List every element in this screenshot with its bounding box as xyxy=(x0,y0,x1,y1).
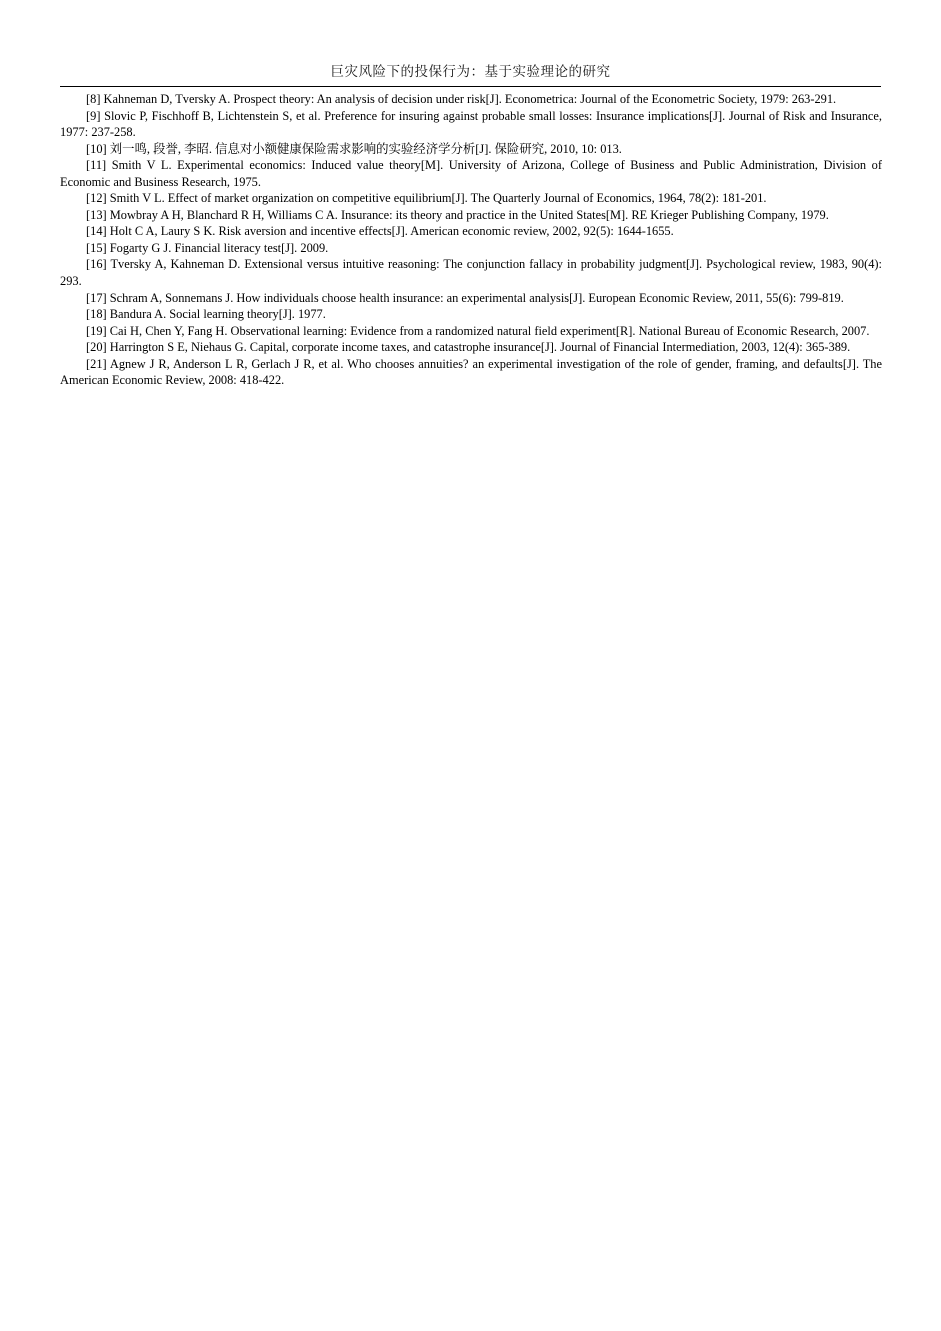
reference-item: [10] 刘一鸣, 段誉, 李昭. 信息对小额健康保险需求影响的实验经济学分析[J]. 保险研究, 2010, 10: 013. xyxy=(86,141,622,156)
reference-item: [12] Smith V L. Effect of market organization on competitive equilibrium[J]. The Quarterly Journal of Economics, 1964, 78(2): 181-201. xyxy=(86,191,767,206)
reference-item: [20] Harrington S E, Niehaus G. Capital, corporate income taxes, and catastrophe insurance[J]. Journal of Financial Intermediation, 2003, 12(4): 365-389. xyxy=(86,340,851,355)
reference-item: [14] Holt C A, Laury S K. Risk aversion and incentive effects[J]. American economic review, 2002, 92(5): 1644-1655. xyxy=(86,224,674,239)
reference-item: [11] Smith V L. Experimental economics: Induced value theory[M]. University of Arizona, College of Business and Public Administration, Division of Economic and Business Research, 1975. xyxy=(60,158,882,189)
header-divider xyxy=(60,86,881,87)
reference-item: [21] Agnew J R, Anderson L R, Gerlach J R, et al. Who chooses annuities? an experimental investigation of the role of gender, framing, and defaults[J]. The American Economic Review, 2008: 418-422. xyxy=(60,356,882,388)
reference-list xyxy=(60,91,882,389)
reference-item: [18] Bandura A. Social learning theory[J]. 1977. xyxy=(86,307,326,322)
reference-item: [19] Cai H, Chen Y, Fang H. Observational learning: Evidence from a randomized natural field experiment[R]. National Bureau of Economic Research, 2007. xyxy=(86,323,870,338)
reference-item: [17] Schram A, Sonnemans J. How individuals choose health insurance: an experimental analysis[J]. European Economic Review, 2011, 55(6): 799-819. xyxy=(86,290,844,305)
reference-item: [15] Fogarty G J. Financial literacy test[J]. 2009. xyxy=(86,240,329,255)
reference-item: [8] Kahneman D, Tversky A. Prospect theory: An analysis of decision under risk[J]. Econometrica: Journal of the Econometric Society, 1979: 263-291. xyxy=(86,92,837,106)
reference-item: [13] Mowbray A H, Blanchard R H, Williams C A. Insurance: its theory and practice in the United States[M]. RE Krieger Publishing Company, 1979. xyxy=(86,207,829,222)
reference-item: [9] Slovic P, Fischhoff B, Lichtenstein S, et al. Preference for insuring against probable small losses: Insurance implications[J]. Journal of Risk and Insurance, 1977: 237-258. xyxy=(60,108,882,140)
reference-item: [16] Tversky A, Kahneman D. Extensional versus intuitive reasoning: The conjunction fallacy in probability judgment[J]. Psychological review, 1983, 90(4): 293. xyxy=(60,257,882,289)
running-header: 巨灾风险下的投保行为：基于实验理论的研究 xyxy=(330,64,611,80)
